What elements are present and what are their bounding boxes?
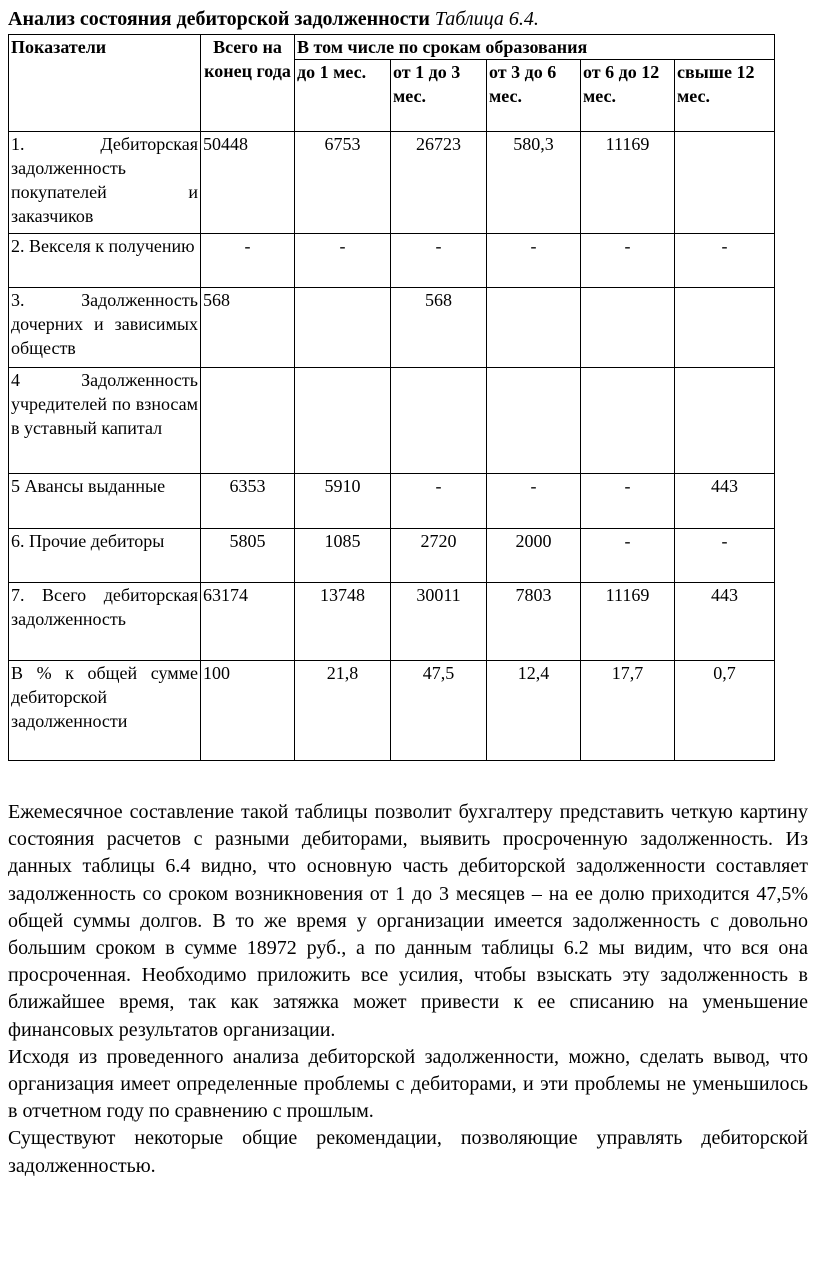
header-period-group: В том числе по срокам образования <box>295 35 775 60</box>
row-value: - <box>581 234 675 288</box>
table-caption <box>8 6 808 34</box>
row-value: 47,5 <box>391 661 487 761</box>
row-label: 1. Дебиторская задолженность покупателей и заказчиков <box>9 132 201 234</box>
row-total: - <box>201 234 295 288</box>
document-page <box>8 6 808 1180</box>
row-label: 2. Векселя к получению <box>9 234 201 288</box>
receivables-table <box>8 34 775 761</box>
header-indicators: Показатели <box>9 35 201 132</box>
table-row <box>9 661 775 761</box>
row-value <box>581 368 675 474</box>
paragraph: Существуют некоторые общие рекомендации, позволяющие управлять дебиторской задолженностью. <box>8 1127 808 1177</box>
row-value: - <box>391 234 487 288</box>
row-value: - <box>487 474 581 529</box>
row-total: 5805 <box>201 529 295 583</box>
row-value: 6753 <box>295 132 391 234</box>
table-reference: Таблица 6.4. <box>434 8 539 30</box>
table-row <box>9 474 775 529</box>
row-value: - <box>581 474 675 529</box>
row-value: 443 <box>675 474 775 529</box>
row-value: 7803 <box>487 583 581 661</box>
table-row <box>9 368 775 474</box>
row-total: 6353 <box>201 474 295 529</box>
row-value: 30011 <box>391 583 487 661</box>
header-period-1-3: от 1 до 3 мес. <box>391 60 487 132</box>
header-period-3-6: от 3 до 6 мес. <box>487 60 581 132</box>
row-label: 3. Задолженность дочерних и зависимых обществ <box>9 288 201 368</box>
table-row <box>9 583 775 661</box>
header-total: Всего на конец года <box>201 35 295 132</box>
paragraph: Ежемесячное составление такой таблицы позволит бухгалтеру представить четкую картину состояния расчетов с разными дебиторами, выявить просроченную задолженность. Из данных таблицы 6.4 видно, что основную часть дебиторской задолженности составляет задолженность со сроком возникновения от 1 до 3 месяцев – на ее долю приходится 47,5% общей суммы долгов. В то же время у организации имеется задолженность с довольно большим сроком в сумме 18972 руб., а по данным таблицы 6.2 мы видим, что вся она просроченная. Необходимо приложить все усилия, чтобы взыскать эту задолженность в ближайшее время, так как затяжка может привести к ее списанию на уменьшение финансовых результатов организации. <box>8 801 808 1041</box>
row-value: 12,4 <box>487 661 581 761</box>
row-value <box>487 368 581 474</box>
row-total: 568 <box>201 288 295 368</box>
row-value <box>391 368 487 474</box>
row-value <box>295 288 391 368</box>
row-value: - <box>581 529 675 583</box>
row-value: - <box>295 234 391 288</box>
row-value: 0,7 <box>675 661 775 761</box>
table-row <box>9 132 775 234</box>
row-value <box>581 288 675 368</box>
row-value <box>295 368 391 474</box>
row-value: 568 <box>391 288 487 368</box>
row-value: 5910 <box>295 474 391 529</box>
row-value <box>487 288 581 368</box>
row-value: 13748 <box>295 583 391 661</box>
row-label: 6. Прочие дебиторы <box>9 529 201 583</box>
row-label: 5 Авансы выданные <box>9 474 201 529</box>
row-value: 443 <box>675 583 775 661</box>
row-total: 100 <box>201 661 295 761</box>
row-value: - <box>675 234 775 288</box>
row-value: 17,7 <box>581 661 675 761</box>
row-value: 11169 <box>581 132 675 234</box>
header-period-over-12: свыше 12 мес. <box>675 60 775 132</box>
table-title: Анализ состояния дебиторской задолженности <box>8 8 430 30</box>
row-value: 2720 <box>391 529 487 583</box>
row-label: В % к общей сумме дебиторской задолженности <box>9 661 201 761</box>
row-value: 26723 <box>391 132 487 234</box>
table-row <box>9 234 775 288</box>
row-value <box>675 368 775 474</box>
header-period-up-to-1: до 1 мес. <box>295 60 391 132</box>
row-value: - <box>391 474 487 529</box>
body-text <box>8 799 808 1180</box>
header-period-6-12: от 6 до 12 мес. <box>581 60 675 132</box>
row-value: - <box>487 234 581 288</box>
row-value: 21,8 <box>295 661 391 761</box>
row-total: 50448 <box>201 132 295 234</box>
paragraph: Исходя из проведенного анализа дебиторской задолженности, можно, сделать вывод, что организация имеет определенные проблемы с дебиторами, и эти проблемы не уменьшилось в отчетном году по сравнению с прошлым. <box>8 1045 808 1123</box>
row-value: 2000 <box>487 529 581 583</box>
row-value <box>675 132 775 234</box>
row-total <box>201 368 295 474</box>
row-value: 11169 <box>581 583 675 661</box>
row-value: 580,3 <box>487 132 581 234</box>
row-total: 63174 <box>201 583 295 661</box>
row-label: 4 Задолженность учредителей по взносам в уставный капитал <box>9 368 201 474</box>
row-value <box>675 288 775 368</box>
table-row <box>9 529 775 583</box>
table-row <box>9 288 775 368</box>
row-value: 1085 <box>295 529 391 583</box>
row-label: 7. Всего дебиторская задолженность <box>9 583 201 661</box>
row-value: - <box>675 529 775 583</box>
